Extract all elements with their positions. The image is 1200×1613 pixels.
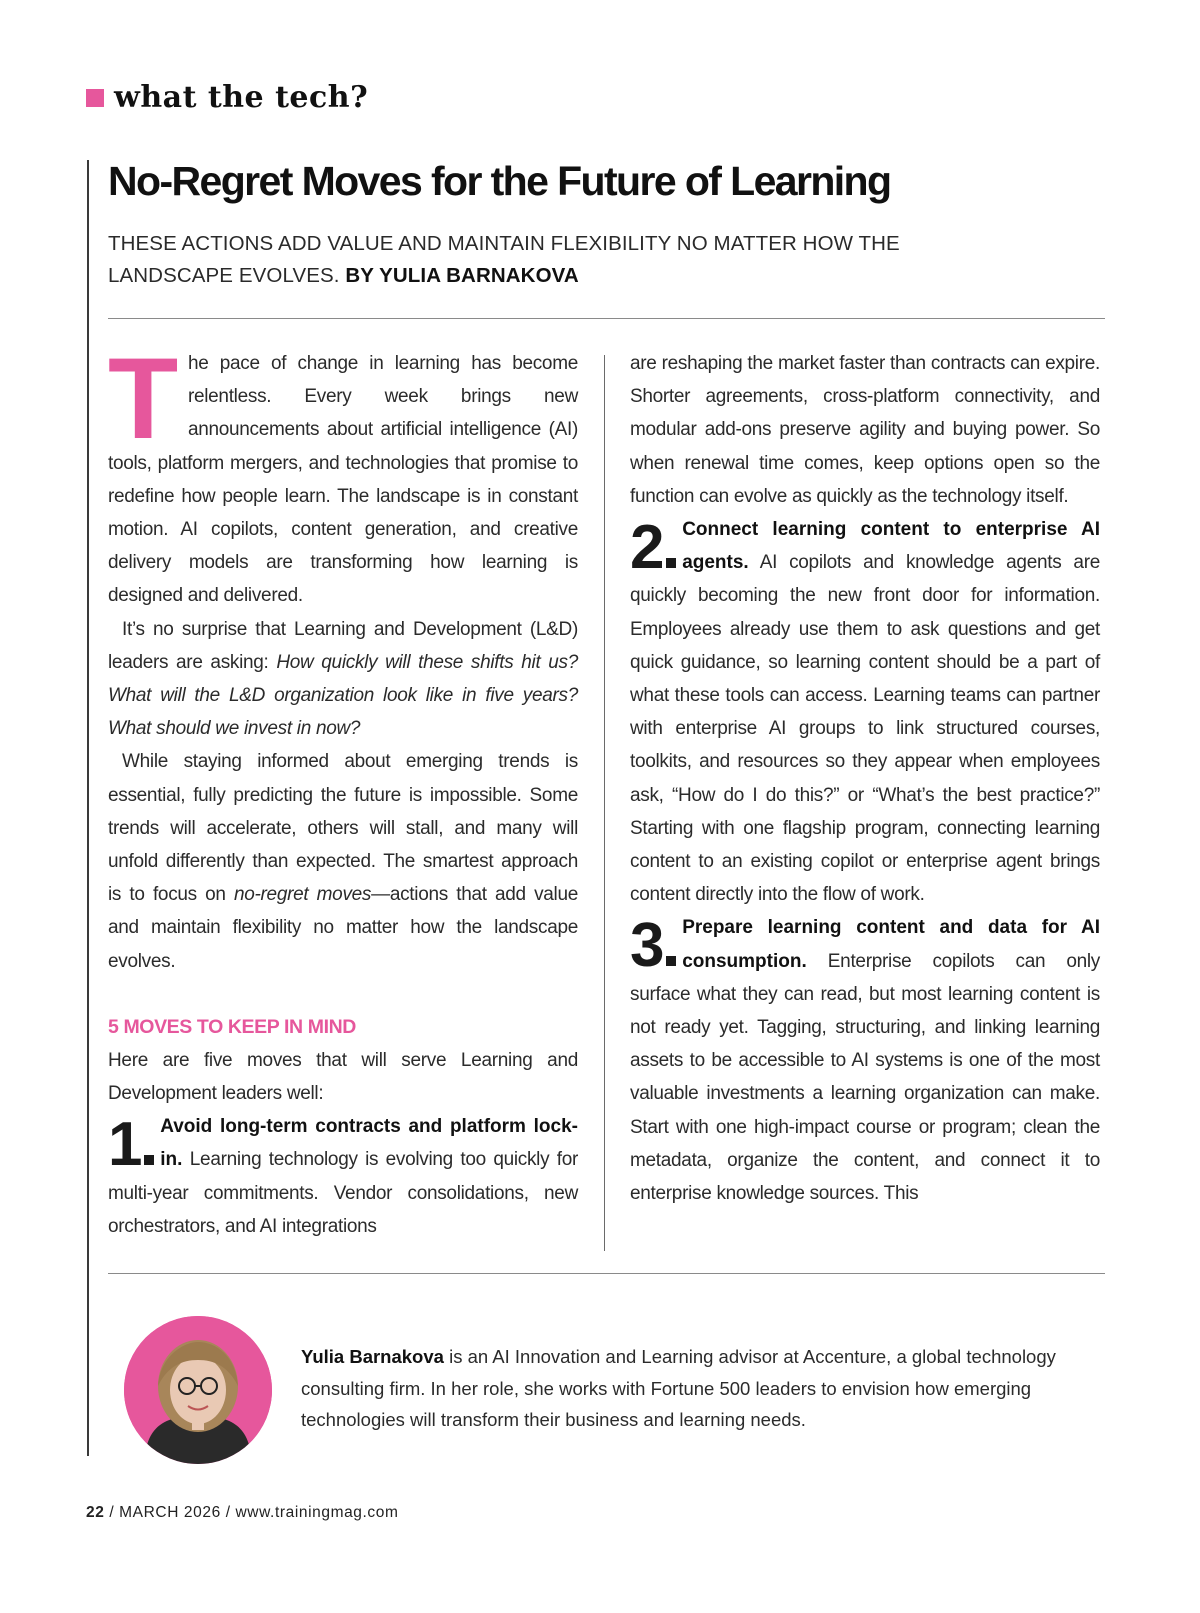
move-1-continued: are reshaping the market faster than contracts can expire. Shorter agreements, cross-platform connectivity, and modular add-ons preserve agility and buying power. So when renewal time comes, keep options open so the function can evolve as quickly as the technology itself. (630, 353, 1100, 507)
paragraph-1-text: he pace of change in learning has become relentless. Every week brings new announcements about artificial intelligence (AI) tools, platform mergers, and technologies that promise to redefine how people learn. The landscape is in constant motion. AI copilots, content generation, and creative delivery models are transforming how learning is designed and delivered. (108, 353, 578, 607)
section-header (86, 80, 368, 115)
deck-text: THESE ACTIONS ADD VALUE AND MAINTAIN FLEXIBILITY NO MATTER HOW THE LANDSCAPE EVOLVES. (108, 232, 900, 287)
paragraph-2-text: It’s no surprise that Learning and Development (L&D) leaders are asking: (108, 618, 578, 673)
author-portrait-illustration (124, 1316, 272, 1464)
header-divider (108, 318, 1105, 319)
move-3 (630, 911, 1100, 1210)
article-column-left (108, 335, 579, 1243)
footer-issue-url: / MARCH 2026 / www.trainingmag.com (104, 1504, 399, 1521)
paragraph-2-questions: How quickly will these shifts hit us? What will the L&D organization look like in five years? What should we invest in now? (108, 651, 578, 740)
paragraph-3-text: While staying informed about emerging trends is essential, fully predicting the future is impossible. Some trends will accelerate, others will stall, and many will unfold differently than expected. The smartest approach is to focus on (108, 751, 578, 906)
column-divider (604, 355, 605, 1251)
paragraph-3-end: —actions that add value and maintain flexibility no matter how the landscape evolves. (108, 884, 579, 972)
move-2-body: AI copilots and knowledge agents are quickly becoming the new front door for information. Employees already use them to ask questions and get quick guidance, so learning content should be a part of what these tools can access. Learning teams can partner with enterprise AI groups to link structured courses, toolkits, and resources so they appear when employees ask, “How do I do this?” or “What’s the best practice?” Starting with one flagship program, connecting learning content to an existing copilot or enterprise agent brings content directly into the flow of work. (630, 552, 1100, 906)
move-1 (108, 1110, 578, 1243)
move-1-number (108, 1110, 154, 1180)
section-title: what the tech? (114, 80, 369, 115)
author-name: Yulia Barnakova (301, 1346, 444, 1367)
move-3-title: Prepare learning content and data for AI consumption. (682, 917, 1100, 972)
move-1-title: Avoid long-term contracts and platform lock-in. (160, 1116, 578, 1171)
article-column-right (630, 347, 1100, 1210)
move-2-title: Connect learning content to enterprise AI agents. (682, 519, 1100, 574)
bio-divider (108, 1273, 1105, 1274)
move-3-numeral: 3 (630, 911, 665, 981)
author-bio-text: is an AI Innovation and Learning advisor at Accenture, a global technology consulting firm. In her role, she works with Fortune 500 leaders to envision how emerging technologies will transform their business and learning needs. (301, 1346, 1056, 1430)
move-2 (630, 513, 1100, 911)
move-2-number (630, 513, 676, 583)
move-3-number (630, 911, 676, 981)
paragraph-3 (108, 745, 578, 977)
paragraph-3-emphasis: no-regret moves (233, 884, 372, 906)
author-photo (124, 1316, 272, 1464)
page-number: 22 (86, 1504, 105, 1521)
number-dot (666, 558, 676, 568)
section-marker-square (86, 89, 104, 107)
move-1-body: Learning technology is evolving too quickly for multi-year commitments. Vendor consolidations, new orchestrators, and AI integrations (108, 1149, 578, 1237)
byline: BY YULIA BARNAKOVA (345, 264, 579, 287)
drop-cap: T (108, 335, 178, 463)
move-1-numeral: 1 (108, 1110, 143, 1180)
number-dot (144, 1155, 154, 1165)
left-margin-rule (87, 160, 89, 1456)
article-deck (108, 228, 908, 292)
number-dot (666, 956, 676, 966)
move-2-numeral: 2 (630, 513, 665, 583)
paragraph-2 (108, 613, 578, 746)
page-footer (86, 1504, 399, 1522)
subhead: 5 MOVES TO KEEP IN MIND (108, 1015, 356, 1038)
move-3-body: Enterprise copilots can only surface what they can read, but most learning content is not ready yet. Tagging, structuring, and linking learning assets to be accessible to AI systems is one of the most valuable investments a learning organization can make. Start with one high-impact course or program; clean the metadata, organize the content, and connect it to enterprise knowledge sources. This (630, 950, 1100, 1205)
article-headline: No-Regret Moves for the Future of Learning (108, 158, 891, 204)
paragraph-intro (108, 335, 578, 613)
author-bio (301, 1341, 1061, 1436)
moves-intro: Here are five moves that will serve Learning and Development leaders well: (108, 1049, 578, 1105)
